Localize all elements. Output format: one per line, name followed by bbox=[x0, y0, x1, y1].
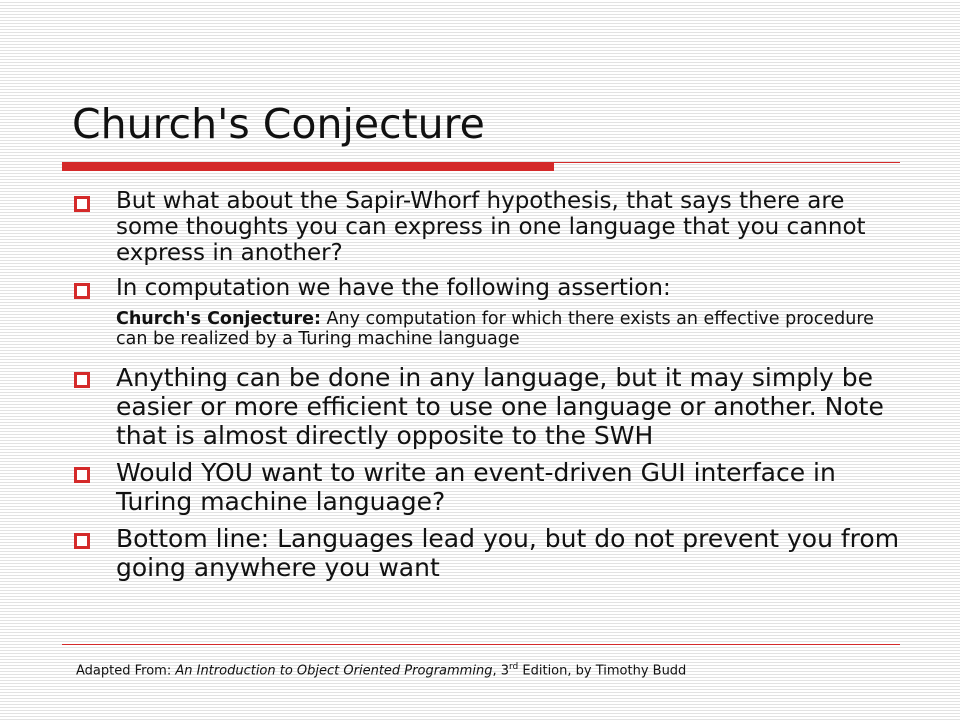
sub-point-text: Any computation for which there exists an effective procedure can be realized by a Turing machine language bbox=[116, 309, 874, 349]
bullet-item bbox=[72, 458, 902, 516]
title-underline-thick bbox=[62, 163, 554, 171]
bullet-item bbox=[72, 275, 902, 301]
hollow-square-bullet-icon bbox=[74, 467, 90, 483]
bullet-text: Anything can be done in any language, but it may simply be easier or more efficient to use one language or another. Note that is almost directly opposite to the SWH bbox=[116, 363, 884, 450]
hollow-square-bullet-icon bbox=[74, 283, 90, 299]
bullet-text: Bottom line: Languages lead you, but do not prevent you from going anywhere you want bbox=[116, 524, 900, 582]
slide-body bbox=[72, 188, 902, 582]
slide-title: Church's Conjecture bbox=[72, 100, 485, 148]
hollow-square-bullet-icon bbox=[74, 533, 90, 549]
hollow-square-bullet-icon bbox=[74, 372, 90, 388]
hollow-square-bullet-icon bbox=[74, 196, 90, 212]
footer-edition-suffix: rd bbox=[509, 662, 519, 672]
footer-rule bbox=[62, 644, 900, 645]
bullet-item bbox=[72, 363, 902, 450]
bullet-text: But what about the Sapir-Whorf hypothesis, that says there are some thoughts you can express in one language that you cannot express in another? bbox=[116, 188, 866, 266]
footer-prefix: Adapted From: bbox=[76, 663, 176, 679]
footer-book-title: An Introduction to Object Oriented Programming bbox=[175, 663, 493, 679]
bullet-item bbox=[72, 188, 902, 266]
bullet-text: In computation we have the following assertion: bbox=[116, 275, 671, 301]
footer-rest: Edition, by Timothy Budd bbox=[518, 663, 687, 679]
sub-point bbox=[72, 309, 902, 349]
bullet-text: Would YOU want to write an event-driven GUI interface in Turing machine language? bbox=[116, 458, 836, 516]
bullet-item bbox=[72, 524, 902, 582]
sub-point-label: Church's Conjecture: bbox=[116, 309, 321, 329]
footer-edition-number: , 3 bbox=[492, 663, 509, 679]
footer-citation bbox=[76, 662, 686, 678]
